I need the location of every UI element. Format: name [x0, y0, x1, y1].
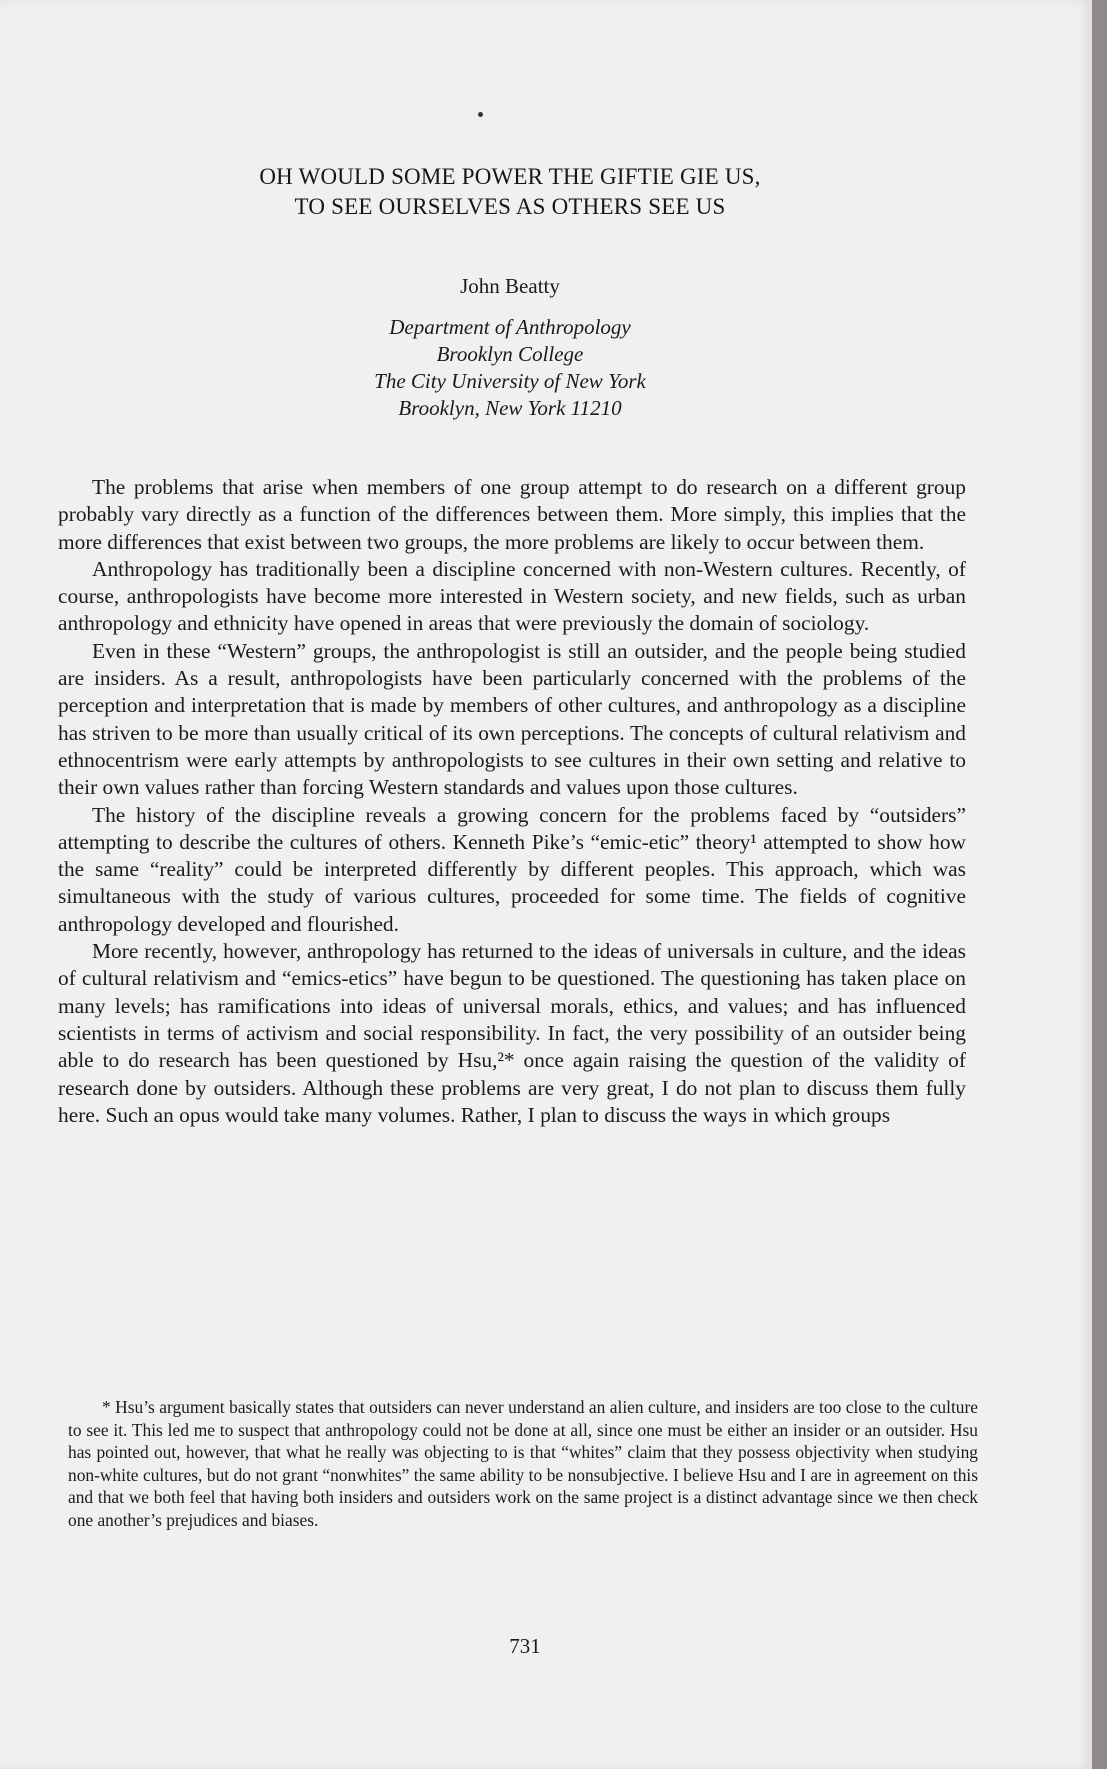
affiliation-college: Brooklyn College	[436, 342, 584, 366]
body-paragraph-1: The problems that arise when members of one group attempt to do research on a different group probably vary directly as a function of the differences between them. More simply, this implies that the more differences that exist between two groups, the more problems are likely to occur between them.	[58, 475, 966, 554]
author-affiliation	[250, 314, 770, 422]
scan-background-edge	[1092, 0, 1107, 1769]
body-paragraph-4: The history of the discipline reveals a growing concern for the problems faced by “outsiders” attempting to describe the cultures of others. Kenneth Pike’s “emic-etic” theory¹ attempted to show how the same “reality” could be interpreted differently by different peoples. This approach, which was simultaneous with the study of various cultures, proceeded for some time. The fields of cognitive anthropology developed and flourished.	[58, 802, 966, 936]
article-title	[150, 162, 870, 222]
scan-speck	[478, 112, 483, 117]
footnote	[68, 1396, 978, 1532]
article-body	[58, 474, 966, 1129]
author-name: John Beatty	[460, 274, 560, 298]
body-paragraph-2: Anthropology has traditionally been a discipline concerned with non-Western cultures. Recently, of course, anthropologists have become more interested in Western society, and new fields, such as urban anthropology and ethnicity have opened in areas that were previously the domain of sociology.	[58, 556, 966, 636]
body-paragraph-3: Even in these “Western” groups, the anthropologist is still an outsider, and the people being studied are insiders. As a result, anthropologists have been particularly concerned with the problems of the perception and interpretation that is made by members of other cultures, and anthropology as a discipline has striven to be more than usually critical of its own perceptions. The concepts of cultural relativism and ethnocentrism were early attempts by anthropologists to see cultures in their own setting and relative to their own values rather than forcing Western standards and values upon those cultures.	[58, 638, 966, 800]
title-line-1: OH WOULD SOME POWER THE GIFTIE GIE US,	[259, 164, 761, 189]
footnote-text: * Hsu’s argument basically states that outsiders can never understand an alien culture, and insiders are too close to the culture to see it. This led me to suspect that anthropology could not be done at all, since one must be either an insider or an outsider. Hsu has pointed out, however, that what he really was objecting to is that “whites” claim that they possess objectivity when studying non-white cultures, but do not grant “nonwhites” the same ability to be nonsubjective. I believe Hsu and I are in agreement on this and that we both feel that having both insiders and outsiders work on the same project is a distinct advantage since we then check one another’s prejudices and biases.	[68, 1397, 978, 1530]
body-paragraph-5: More recently, however, anthropology has returned to the ideas of universals in culture, and the ideas of cultural relativism and “emics-etics” have begun to be questioned. The questioning has taken place on many levels; has ramifications into ideas of universal morals, ethics, and values; and has influenced scientists in terms of activism and social responsibility. In fact, the very possibility of an outsider being able to do research has been questioned by Hsu,²* once again raising the question of the validity of research done by outsiders. Although these problems are very great, I do not plan to discuss them fully here. Such an opus would take many volumes. Rather, I plan to discuss the ways in which groups	[58, 939, 966, 1127]
affiliation-department: Department of Anthropology	[389, 315, 631, 339]
affiliation-address: Brooklyn, New York 11210	[398, 396, 622, 420]
title-line-2: TO SEE OURSELVES AS OTHERS SEE US	[294, 194, 726, 219]
affiliation-university: The City University of New York	[374, 369, 646, 393]
page-number: 731	[509, 1634, 541, 1658]
